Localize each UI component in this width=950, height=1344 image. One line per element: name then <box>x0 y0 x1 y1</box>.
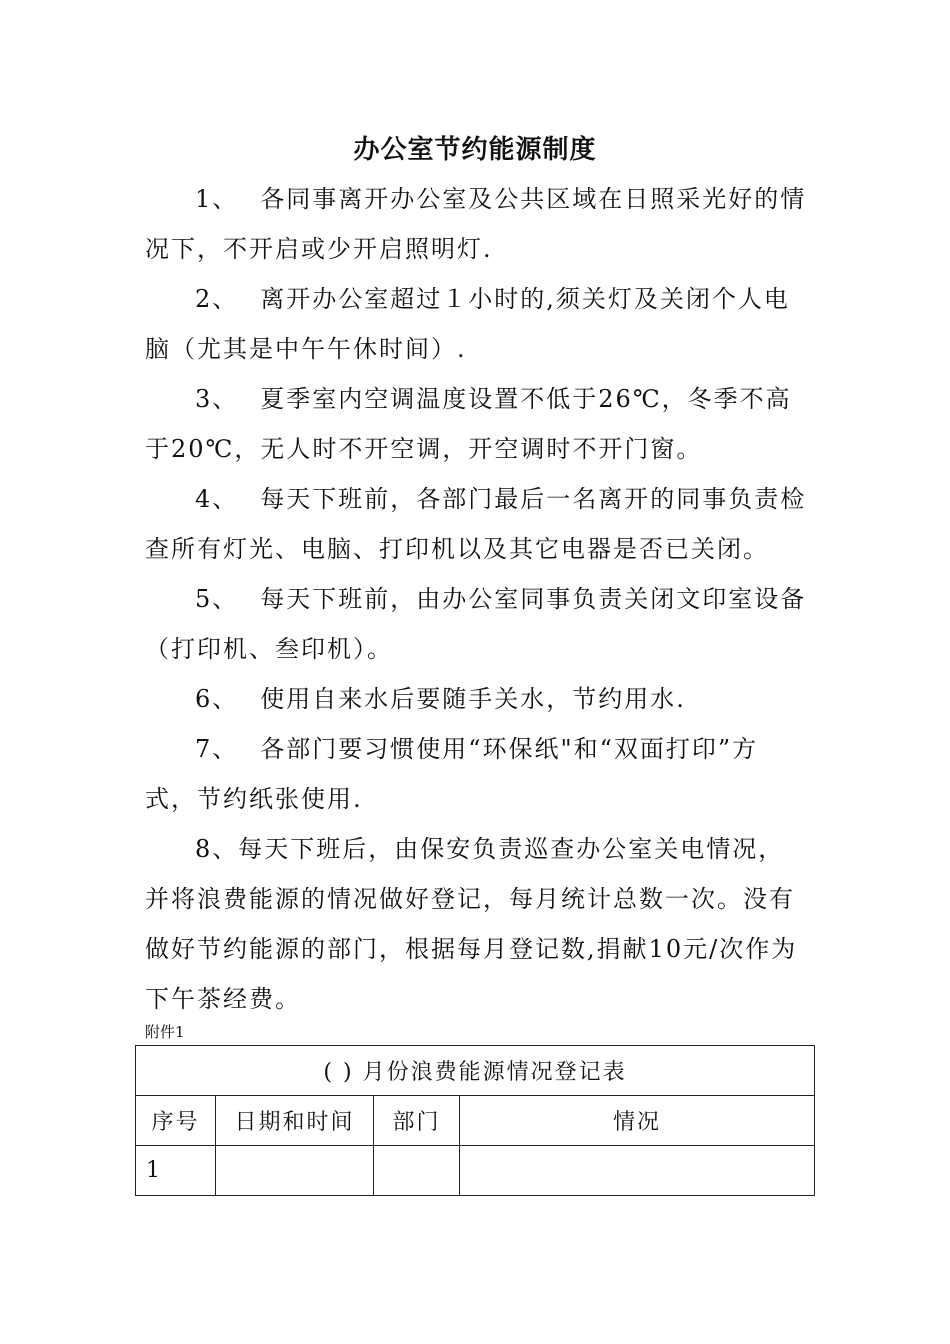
document-title: 办公室节约能源制度 <box>353 135 597 165</box>
table-header-row <box>136 1096 815 1146</box>
rule-number: 7、 <box>195 735 239 763</box>
header-situation: 情况 <box>460 1096 815 1146</box>
cell-datetime <box>216 1146 374 1196</box>
rule-number: 2、 <box>195 285 239 313</box>
rule-item-4 <box>145 474 810 574</box>
header-datetime: 日期和时间 <box>216 1096 374 1146</box>
cell-department <box>374 1146 460 1196</box>
rule-item-2 <box>145 274 810 374</box>
waste-register-table <box>135 1045 815 1196</box>
rule-number: 5、 <box>195 585 239 613</box>
rule-text: 使用自来水后要随手关水，节约用水. <box>260 685 686 713</box>
header-department: 部门 <box>374 1096 460 1146</box>
table-caption: ( ) 月份浪费能源情况登记表 <box>136 1046 815 1096</box>
rule-number: 6、 <box>195 685 239 713</box>
attachment-label: 附件1 <box>145 1023 185 1041</box>
cell-situation <box>460 1146 815 1196</box>
rule-text: 各部门要习惯使用“环保纸"和“双面打印”方式，节约纸张使用. <box>145 735 759 813</box>
header-seq: 序号 <box>136 1096 216 1146</box>
rule-number: 1、 <box>195 185 239 213</box>
rule-number: 8、 <box>195 835 239 863</box>
rule-item-8 <box>145 824 810 1024</box>
rule-text: 各同事离开办公室及公共区域在日照采光好的情况下，不开启或少开启照明灯. <box>145 185 807 263</box>
rule-text: 每天下班前，各部门最后一名离开的同事负责检查所有灯光、电脑、打印机以及其它电器是否已关闭。 <box>145 485 807 563</box>
rule-text: 每天下班前，由办公室同事负责关闭文印室设备（打印机、叁印机）。 <box>145 585 807 663</box>
rule-text: 离开办公室超过１小时的,须关灯及关闭个人电脑（尤其是中午午休时间）. <box>145 285 790 363</box>
rule-text: 夏季室内空调温度设置不低于26℃，冬季不高于20℃，无人时不开空调，开空调时不开门窗。 <box>145 385 792 463</box>
cell-seq: 1 <box>136 1146 216 1196</box>
rule-item-7 <box>145 724 810 824</box>
rule-text: 每天下班后，由保安负责巡查办公室关电情况，并将浪费能源的情况做好登记，每月统计总数一次。没有做好节约能源的部门，根据每月登记数,捐献10元/次作为下午茶经费。 <box>145 835 798 1013</box>
rule-item-5 <box>145 574 810 674</box>
table-caption-row <box>136 1046 815 1096</box>
rule-item-6 <box>145 674 810 724</box>
rule-number: 3、 <box>195 385 239 413</box>
rule-number: 4、 <box>195 485 239 513</box>
rule-item-1 <box>145 174 810 274</box>
rule-item-3 <box>145 374 810 474</box>
table-row <box>136 1146 815 1196</box>
